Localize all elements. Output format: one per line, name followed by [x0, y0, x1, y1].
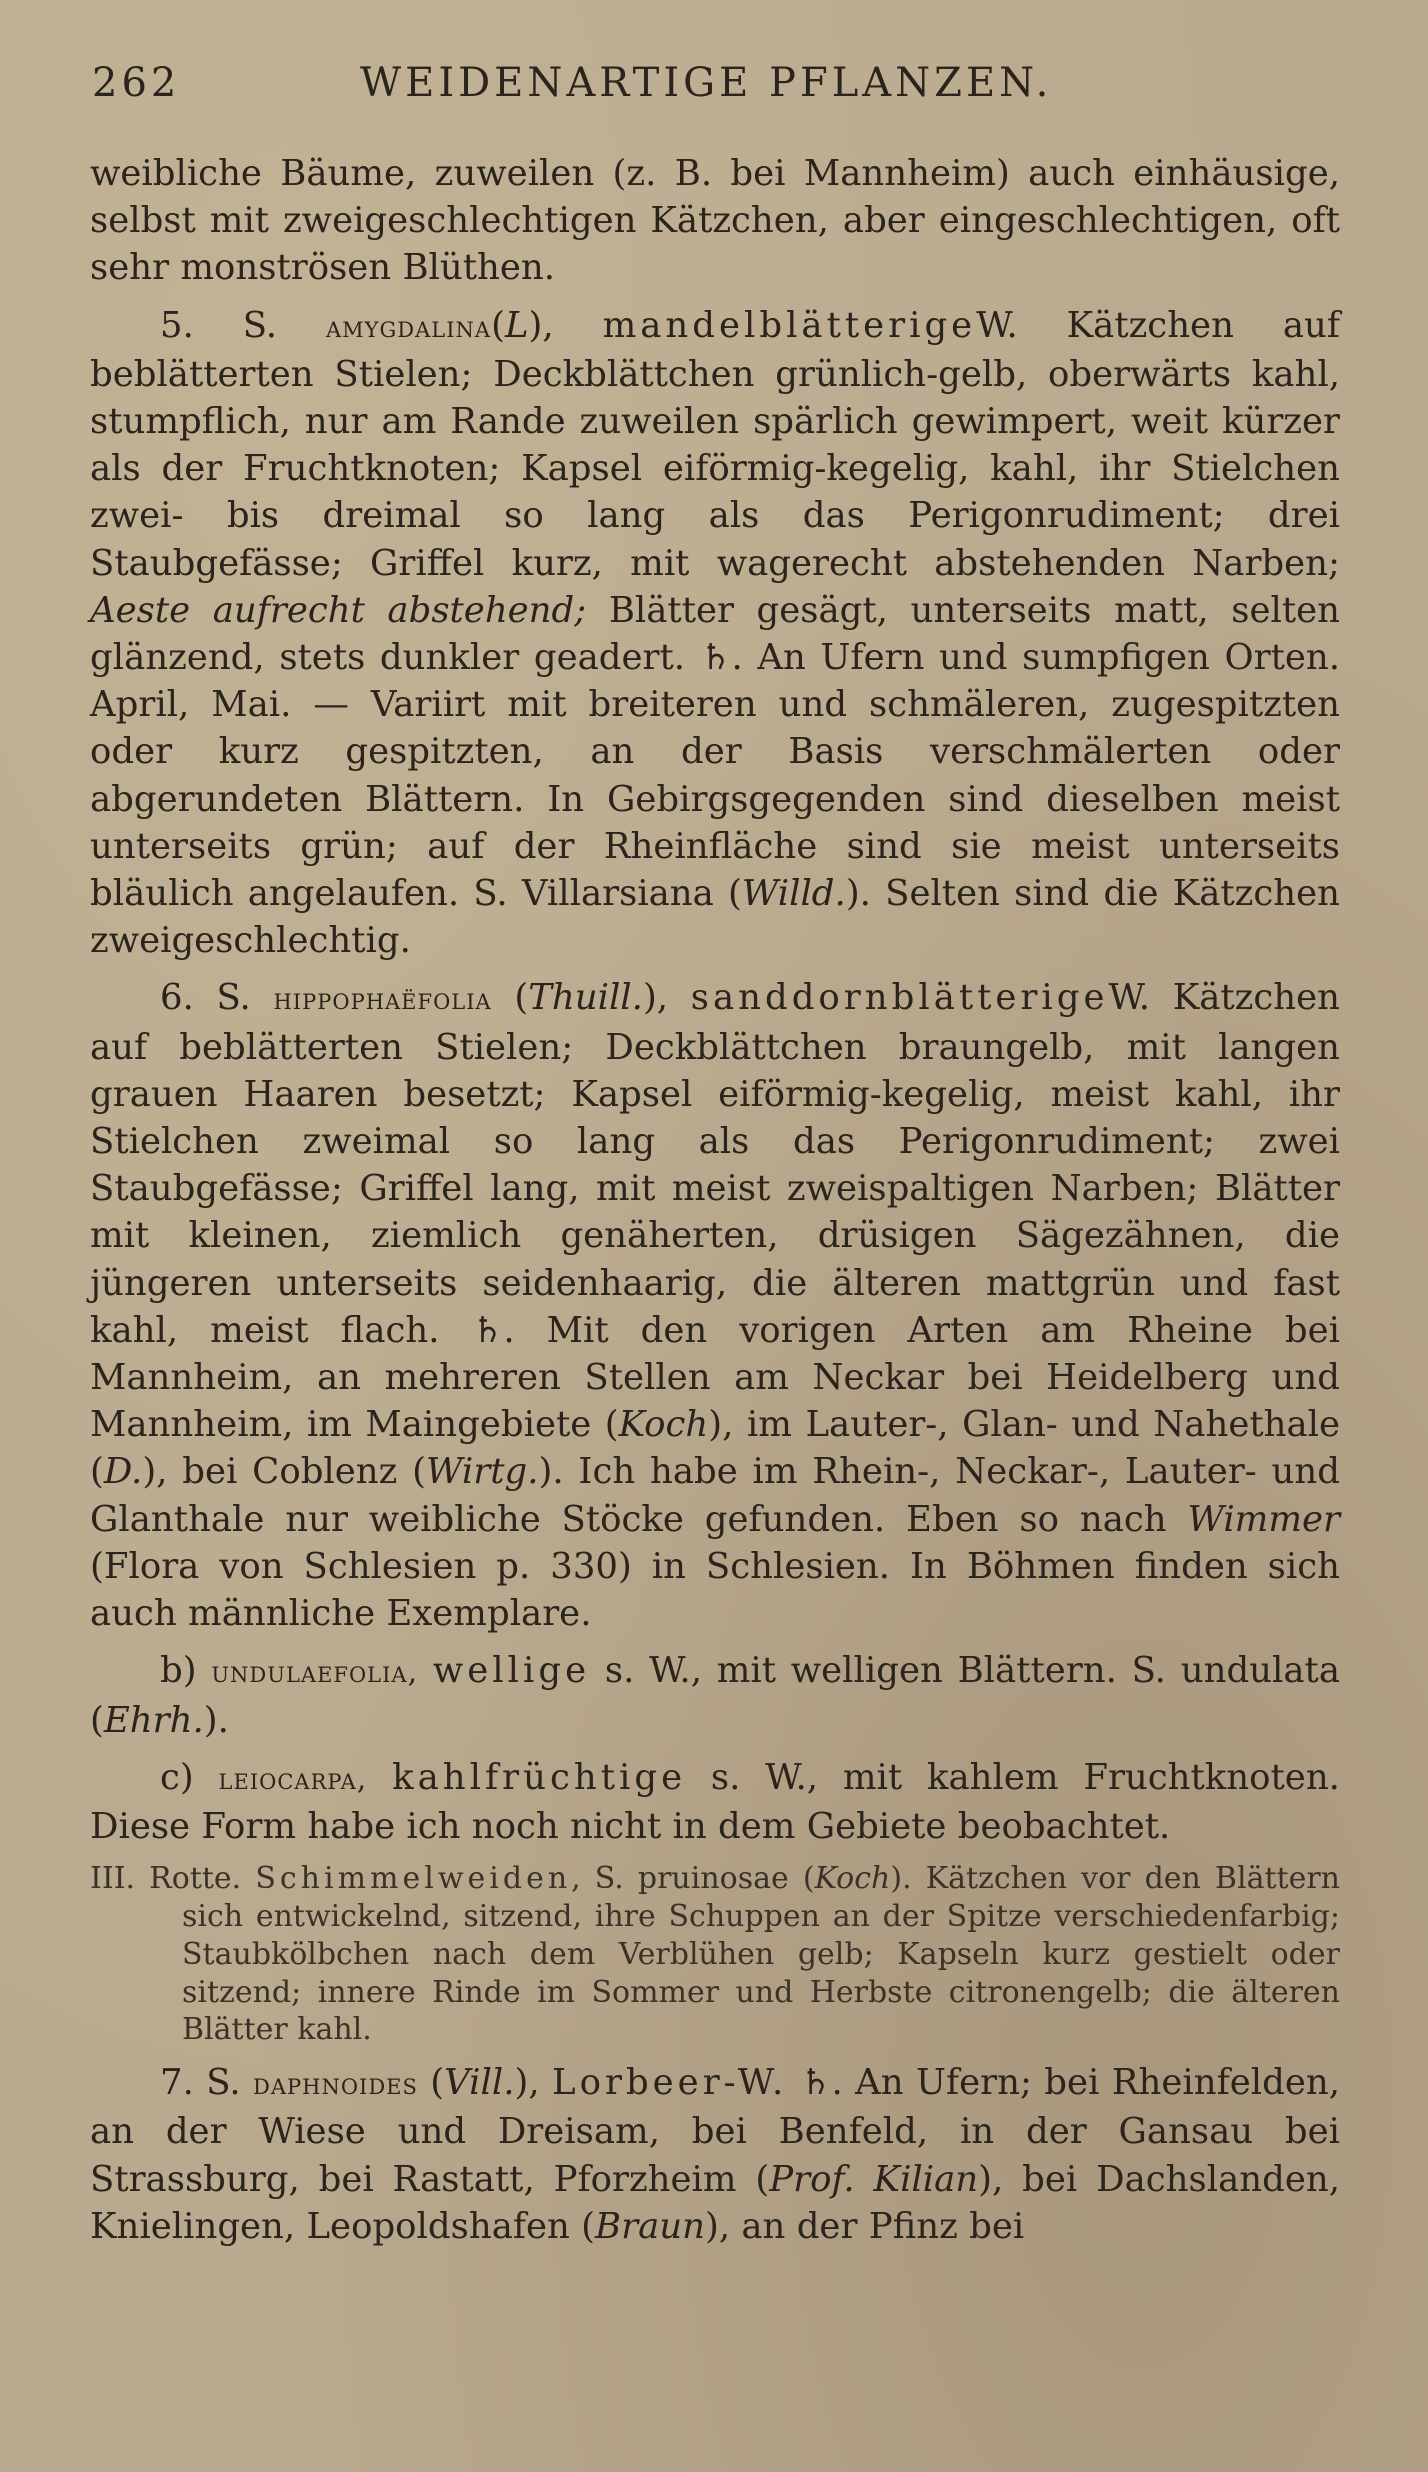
running-title: WEIDENARTIGE PFLANZEN. — [360, 60, 1053, 106]
vernacular-name: sanddornblätterige — [690, 977, 1109, 1019]
vernacular-name: Schimmelweiden — [255, 1861, 572, 1897]
description-text: , S. pruinosae — [571, 1861, 789, 1897]
author-citation: Wirtg. — [426, 1451, 539, 1493]
species-name: daphnoides — [253, 2067, 418, 2103]
author-citation: Ehrh. — [103, 1699, 204, 1741]
species-author: Vill. — [444, 2062, 515, 2104]
page-number: 262 — [92, 60, 181, 106]
variety-leiocarpa — [90, 1754, 1340, 1850]
species-entry-hippophaefolia: 6. S. hippophaëfolia (Thuill.), sanddornblätterigeW. Kätzchen auf beblätterten Stielen; Deckblättchen braungelb, mit langen grauen Haaren besetzt; Kapsel eiförmig-kegelig, meist kahl, ihr Stielchen zweimal so lang als das Perigonrudiment; zwei Staubgefässe; Griffel lang, mit meist zweispaltigen Narben; Blätter mit kleinen, ziemlich genäherten, drüsigen Sägezähnen, die jüngeren unterseits seidenhaarig, die älteren mattgrün und fast kahl, meist flach. ♄. Mit den vorigen Arten am Rheine bei Mannheim, an mehreren Stellen am Neckar bei Heidelberg und Mannheim, im Maingebiete (Koch), im Lauter-, Glan- und Nahethale (D.), bei Coblenz (Wirtg.). Ich habe im Rhein-, Neckar-, Lauter- und Glanthale nur weibliche Stöcke gefunden. Eben so nach Wimmer (Flora von Schlesien p. 330) in Schlesien. In Böhmen finden sich auch männliche Exemplare. — [90, 977, 1341, 1635]
variety-undulaefolia: b) undulaefolia, wellige s. W., mit welligen Blättern. S. undulata (Ehrh.). — [90, 1650, 1340, 1741]
author-citation: Koch — [814, 1861, 891, 1897]
author-citation: Prof. Kilian — [769, 2158, 979, 2200]
description-text: . Ich habe im Rhein-, Neckar-, Lauter- und Glanthale nur weibliche Stöcke gefunden. Eben so nach — [90, 1451, 1340, 1540]
author-citation: Wimmer — [1187, 1498, 1340, 1540]
description-text: Selten sind die Kätzchen zweigeschlechtig. — [90, 873, 1340, 962]
section-heading-pruinosae: III. Rotte. Schimmelweiden, S. pruinosae (Koch). Kätzchen vor den Blättern sich entwickelnd, sitzend, ihre Schuppen an der Spitze verschiedenfarbig; Staubkölbchen nach dem Verblühen gelb; Kapseln kurz gestielt oder sitzend; innere Rinde im Sommer und Herbste citronengelb; die älteren Blätter kahl. — [90, 1861, 1340, 2048]
italic-feature: Aeste aufrecht abstehend; — [90, 589, 587, 631]
species-name: hippophaëfolia — [273, 982, 492, 1018]
variety-name: leiocarpa, — [218, 1761, 368, 1797]
entry-number: 5. S. — [160, 304, 278, 346]
synonym-author: Willd. — [741, 873, 846, 915]
author-citation: Braun — [595, 2205, 705, 2247]
description-text: s. W., mit welligen Blättern. S. undulata — [604, 1650, 1340, 1692]
description-text: s. W., mit kahlem Fruchtknoten. Diese Form habe ich noch nicht in dem Gebiete beobachtet. — [90, 1756, 1340, 1847]
entry-number: 6. S. — [160, 977, 251, 1019]
running-head — [92, 60, 1332, 120]
description-text: Kätzchen auf beblätterten Stielen; Deckblättchen braungelb, mit langen grauen Haaren besetzt; Kapsel eiförmig-kegelig, meist kahl, ihr Stielchen zweimal so lang als das Perigonrudiment; zwei Staubgefässe; Griffel lang, mit meist zweispaltigen Narben; Blätter mit kleinen, ziemlich genäherten, drüsigen Sägezähnen, die jüngeren unterseits seidenhaarig, die älteren mattgrün und fast kahl, meist flach. ♄. Mit den vorigen Arten am Rheine bei Mannheim, an mehreren Stellen am Neckar bei Heidelberg und Mannheim, im Maingebiete — [90, 977, 1340, 1446]
description-text: , bei Dachslanden, Knielingen, Leopoldshafen — [90, 2158, 1340, 2247]
variety-label: b) — [160, 1650, 197, 1692]
vernacular-name: wellige — [432, 1650, 591, 1692]
entry-number: 7. S. — [160, 2062, 241, 2104]
description-text: . Kätzchen vor den Blättern sich entwickelnd, sitzend, ihre Schuppen an der Spitze verschiedenfarbig; Staubkölbchen nach dem Verblühen gelb; Kapseln kurz gestielt oder sitzend; innere Rinde im Sommer und Herbste citronengelb; die älteren Blätter kahl. — [182, 1861, 1340, 2048]
species-author: Thuill. — [528, 977, 643, 1019]
description-text: ♄. An Ufern; bei Rheinfelden, an der Wiese und Dreisam, bei Benfeld, in der Gansau bei Strassburg, bei Rastatt, Pforzheim — [90, 2062, 1340, 2200]
vernacular-suffix: W. — [1108, 977, 1151, 1019]
vernacular-name: mandelblätterige — [602, 304, 977, 346]
species-entry-daphnoides: 7. S. daphnoides (Vill.), Lorbeer-W. ♄. An Ufern; bei Rheinfelden, an der Wiese und Dreisam, bei Benfeld, in der Gansau bei Strassburg, bei Rastatt, Pforzheim (Prof. Kilian), bei Dachslanden, Knielingen, Leopoldshafen (Braun), an der Pfinz bei — [90, 2062, 1340, 2247]
section-label: III. Rotte. — [90, 1861, 242, 1897]
description-text: , bei Coblenz — [156, 1451, 398, 1493]
description-text: , an der Pfinz bei — [718, 2205, 1025, 2247]
description-text: , im Lauter-, Glan- und Nahethale — [722, 1404, 1341, 1446]
description-text: (Flora von Schlesien p. 330) in Schlesien. In Böhmen finden sich auch männliche Exemplare. — [90, 1545, 1340, 1635]
variety-label: c) — [160, 1756, 194, 1798]
vernacular-name: Lorbeer-W. — [552, 2062, 788, 2104]
variety-name: undulaefolia, — [211, 1655, 419, 1691]
body-text — [90, 150, 1340, 2260]
author-citation: D. — [103, 1451, 143, 1493]
description-text: Blätter gesägt, unterseits matt, selten glänzend, stets dunkler geadert. ♄. An Ufern und sumpfigen Orten. April, Mai. — Variirt mit breiteren und schmäleren, zugespitzten oder kurz gespitzten, an der Basis verschmälerten oder abgerundeten Blättern. In Gebirgsgegenden sind dieselben meist unterseits grün; auf der Rheinfläche sind sie meist unterseits bläulich angelaufen. S. Villarsiana — [90, 589, 1341, 915]
vernacular-name: kahlfrüchtige — [392, 1756, 687, 1798]
description-text: Kätzchen auf beblätterten Stielen; Deckblättchen grünlich-gelb, oberwärts kahl, stumpflich, nur am Rande zuweilen spärlich gewimpert, weit kürzer als der Fruchtknoten; Kapsel eiförmig-kegelig, kahl, ihr Stielchen zwei- bis dreimal so lang als das Perigonrudiment; drei Staubgefässe; Griffel kurz, mit wagerecht abstehenden Narben; — [90, 304, 1340, 584]
species-author: L — [504, 304, 529, 346]
author-citation: Koch — [618, 1404, 709, 1446]
species-entry-amygdalina: 5. S. amygdalina(L), mandelblätterigeW. Kätzchen auf beblätterten Stielen; Deckblättchen grünlich-gelb, oberwärts kahl, stumpflich, nur am Rande zuweilen spärlich gewimpert, weit kürzer als der Fruchtknoten; Kapsel eiförmig-kegelig, kahl, ihr Stielchen zwei- bis dreimal so lang als das Perigonrudiment; drei Staubgefässe; Griffel kurz, mit wagerecht abstehenden Narben; Aeste aufrecht abstehend; Blätter gesägt, unterseits matt, selten glänzend, stets dunkler geadert. ♄. An Ufern und sumpfigen Orten. April, Mai. — Variirt mit breiteren und schmäleren, zugespitzten oder kurz gespitzten, an der Basis verschmälerten oder abgerundeten Blättern. In Gebirgsgegenden sind dieselben meist unterseits grün; auf der Rheinfläche sind sie meist unterseits bläulich angelaufen. S. Villarsiana (Willd.). Selten sind die Kätzchen zweigeschlechtig. — [90, 304, 1341, 962]
vernacular-suffix: W. — [976, 304, 1018, 346]
intro-paragraph: weibliche Bäume, zuweilen (z. B. bei Mannheim) auch einhäusige, selbst mit zweigeschlechtigen Kätzchen, aber eingeschlechtigen, oft sehr monströsen Blüthen. — [90, 153, 1340, 289]
species-name: amygdalina — [326, 309, 492, 345]
